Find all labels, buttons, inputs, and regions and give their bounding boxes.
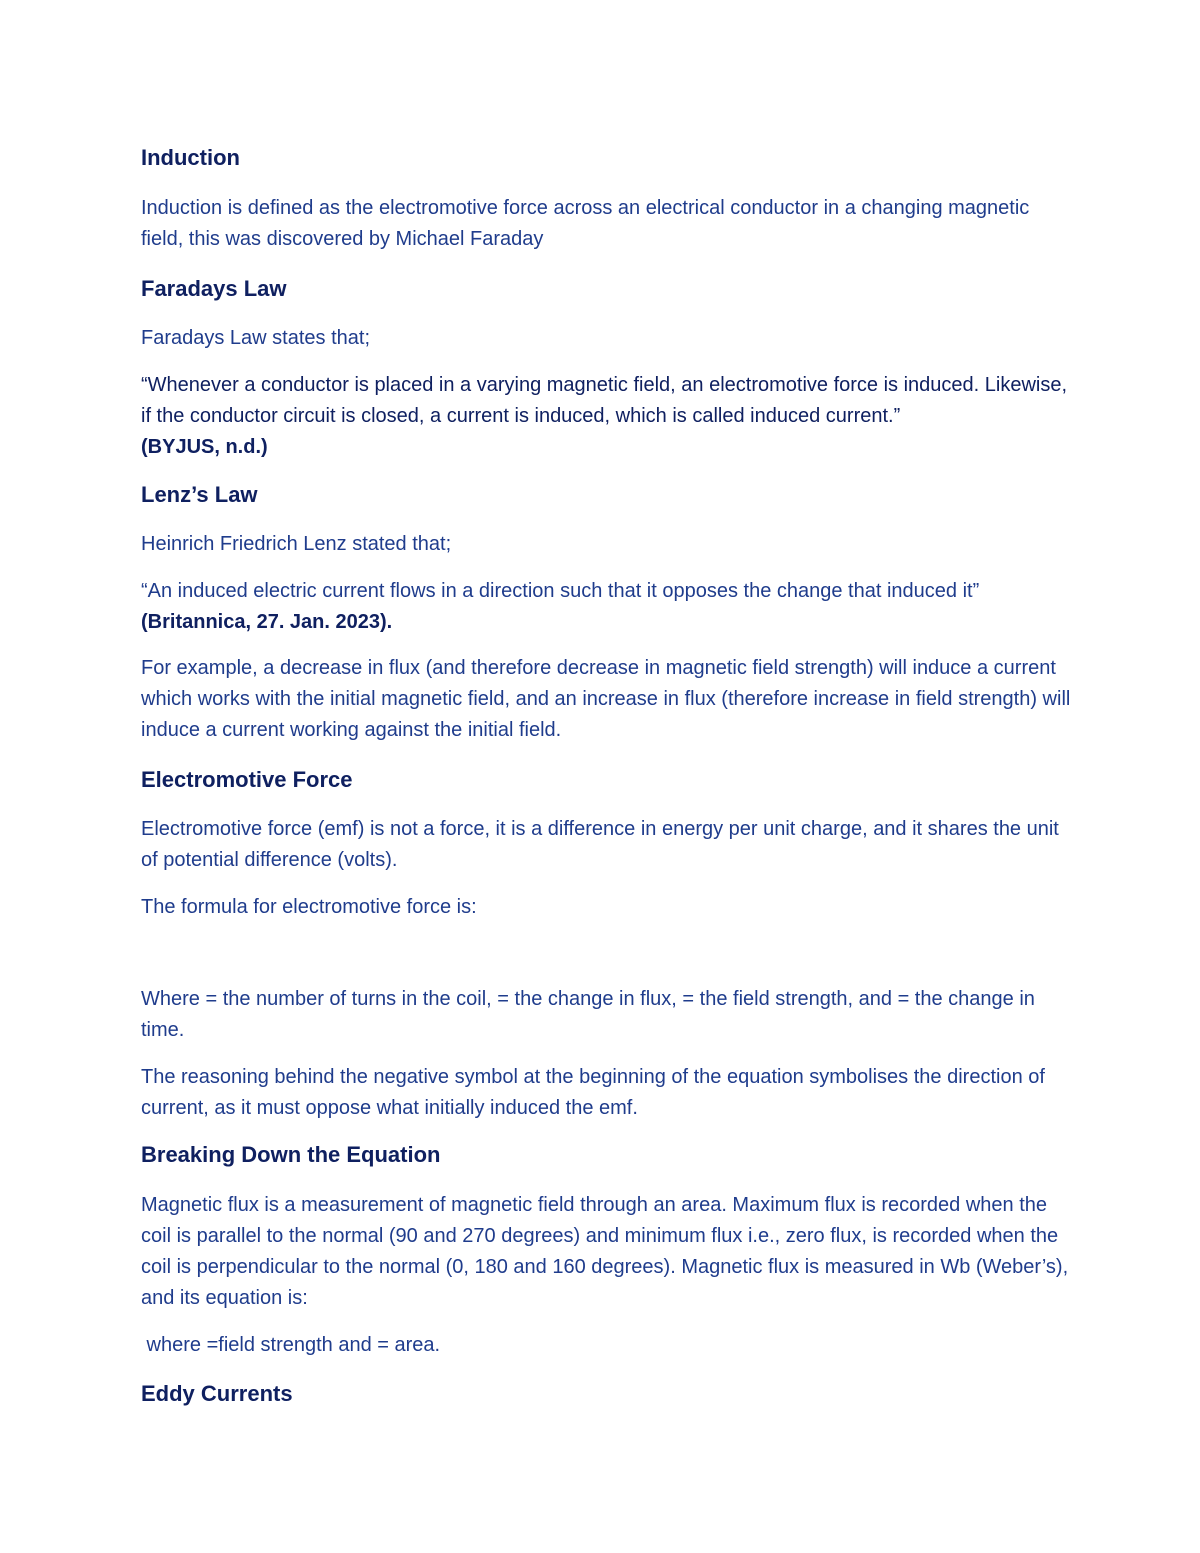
heading-induction: Induction [141,145,240,170]
emf-reasoning: The reasoning behind the negative symbol at the beginning of the equation symbolises the direction of current, as it must oppose what initially induced the emf. [141,1066,1045,1119]
lenzs-law-quote-text: “An induced electric current flows in a direction such that it opposes the change that induced it” [141,580,980,602]
lenzs-law-intro: Heinrich Friedrich Lenz stated that; [141,533,452,555]
induction-paragraph: Induction is defined as the electromotive force across an electrical conductor in a changing magnetic field, this was discovered by Michael Faraday [141,197,1030,250]
heading-breaking-down: Breaking Down the Equation [141,1142,441,1167]
lenzs-law-citation: (Britannica, 27. Jan. 2023). [141,611,393,633]
faradays-law-quote-text: “Whenever a conductor is placed in a varying magnetic field, an electromotive force is induced. Likewise, if the conductor circuit is closed, a current is induced, which is called induced current.” [141,374,1068,427]
emf-formula-intro: The formula for electromotive force is: [141,896,477,918]
lenzs-law-example: For example, a decrease in flux (and therefore decrease in magnetic field strength) will induce a current which works with the initial magnetic field, and an increase in flux (therefore increase in field strength) will induce a current working against the initial field. [141,657,1071,741]
heading-faradays-law: Faradays Law [141,276,287,301]
heading-lenzs-law: Lenz’s Law [141,482,258,507]
heading-electromotive-force: Electromotive Force [141,767,353,792]
emf-where: Where = the number of turns in the coil, = the change in flux, = the field strength, and = the change in time. [141,988,1035,1041]
faradays-law-quote [141,370,1071,463]
faradays-law-citation: (BYJUS, n.d.) [141,436,268,458]
faradays-law-intro: Faradays Law states that; [141,327,371,349]
breaking-down-paragraph: Magnetic flux is a measurement of magnetic field through an area. Maximum flux is recorded when the coil is parallel to the normal (90 and 270 degrees) and minimum flux i.e., zero flux, is recorded when the coil is perpendicular to the normal (0, 180 and 160 degrees). Magnetic flux is measured in Wb (Weber’s), and its equation is: [141,1194,1069,1309]
heading-eddy-currents: Eddy Currents [141,1381,293,1406]
breaking-down-where: where =field strength and = area. [141,1334,441,1356]
emf-paragraph: Electromotive force (emf) is not a force, it is a difference in energy per unit charge, and it shares the unit of potential difference (volts). [141,818,1059,871]
lenzs-law-quote [141,576,1071,638]
